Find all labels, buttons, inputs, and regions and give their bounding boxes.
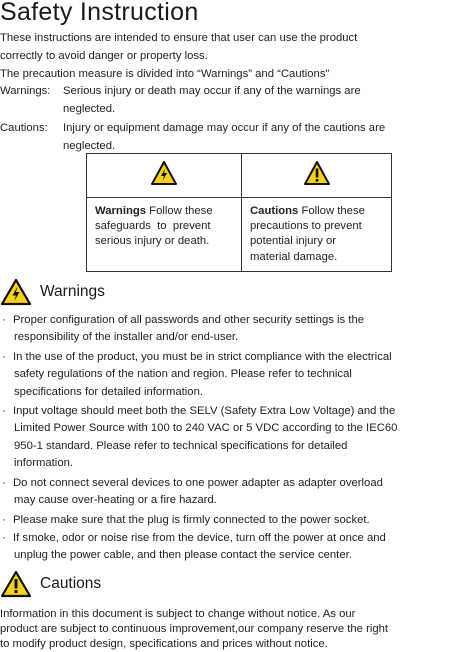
exclamation-caution-icon bbox=[303, 160, 331, 186]
intro-line-3: The precaution measure is divided into “Warnings” and “Cautions” bbox=[0, 68, 330, 80]
warning-item-line: Limited Power Source with 100 to 240 VAC or 5 VDC according to the IEC60 bbox=[14, 422, 398, 435]
warning-description-text-2: safeguards to prevent bbox=[95, 220, 211, 233]
bullet-dot: · bbox=[2, 514, 6, 526]
warning-item-line: unplug the power cable, and then please contact the service center. bbox=[14, 549, 352, 562]
warning-symbol-cell bbox=[87, 154, 242, 198]
cautions-definition-label: Cautions: bbox=[0, 122, 48, 134]
warning-item-line: Please make sure that the plug is firmly connected to the power socket. bbox=[13, 514, 370, 526]
warning-item-line: safety regulations of the nation and region. Please refer to technical bbox=[14, 368, 352, 381]
cautions-section-header bbox=[0, 570, 101, 598]
warning-description-text-3: serious injury or death. bbox=[95, 235, 210, 248]
caution-description-title: Cautions bbox=[250, 205, 299, 217]
warning-description-title: Warnings bbox=[95, 205, 147, 217]
warning-item-line: responsibility of the installer and/or end-user. bbox=[14, 331, 239, 344]
exclamation-caution-icon bbox=[0, 570, 32, 598]
bullet-dot: · bbox=[2, 405, 6, 417]
warnings-definition-line-2: neglected. bbox=[63, 103, 116, 115]
bullet-dot: · bbox=[2, 351, 6, 363]
warning-item-line: specifications for detailed information. bbox=[14, 385, 204, 398]
footer-line: to modify product design, specifications and prices without notice. bbox=[0, 638, 328, 650]
intro-line-1: These instructions are intended to ensure that user can use the product bbox=[0, 32, 358, 44]
warning-description bbox=[87, 198, 242, 272]
warning-item-line: may cause over-heating or a fire hazard. bbox=[14, 494, 217, 507]
warning-item-line: If smoke, odor or noise rise from the device, turn off the power at once and bbox=[13, 532, 386, 544]
warning-item-line: Do not connect several devices to one power adapter as adapter overload bbox=[13, 477, 383, 489]
caution-description-text-2: precautions to prevent bbox=[250, 220, 362, 233]
footer-line: product are subject to continuous improvement,our company reserve the right bbox=[0, 623, 389, 635]
intro-line-2: correctly to avoid danger or property loss. bbox=[0, 50, 208, 62]
warning-item-line: 950-1 standard. Please refer to technical specifications for detailed bbox=[14, 439, 348, 452]
footer-line: Information in this document is subject to change without notice. As our bbox=[0, 608, 356, 620]
warnings-definition-line-1: Serious injury or death may occur if any of the warnings are bbox=[63, 85, 361, 97]
caution-description bbox=[242, 198, 392, 272]
warnings-section-header bbox=[0, 278, 105, 306]
warning-item-line: In the use of the product, you must be in strict compliance with the electrical bbox=[13, 351, 392, 363]
page-title: Safety Instruction bbox=[0, 0, 199, 26]
lightning-warning-icon bbox=[0, 278, 32, 306]
symbol-table bbox=[86, 153, 392, 272]
lightning-warning-icon bbox=[150, 160, 178, 186]
warning-item-line: Input voltage should meet both the SELV (Safety Extra Low Voltage) and the bbox=[13, 405, 396, 417]
warning-description-text-1: Follow these bbox=[146, 205, 213, 217]
cautions-definition-line-1: Injury or equipment damage may occur if any of the cautions are bbox=[63, 122, 386, 134]
warnings-section-title: Warnings bbox=[40, 283, 105, 300]
bullet-dot: · bbox=[2, 532, 6, 544]
cautions-section-title: Cautions bbox=[40, 575, 102, 592]
bullet-dot: · bbox=[2, 314, 6, 326]
caution-description-text-3: potential injury or bbox=[250, 235, 337, 248]
caution-symbol-cell bbox=[242, 154, 392, 198]
caution-description-text-1: Follow these bbox=[298, 205, 365, 217]
warnings-definition-label: Warnings: bbox=[0, 85, 51, 97]
warning-item-line: Proper configuration of all passwords and other security settings is the bbox=[13, 314, 365, 326]
bullet-dot: · bbox=[2, 477, 6, 489]
warning-item-line: information. bbox=[14, 456, 74, 469]
cautions-definition-line-2: neglected. bbox=[63, 140, 116, 152]
footer-notice bbox=[0, 607, 388, 652]
caution-description-text-4: material damage. bbox=[250, 250, 338, 263]
